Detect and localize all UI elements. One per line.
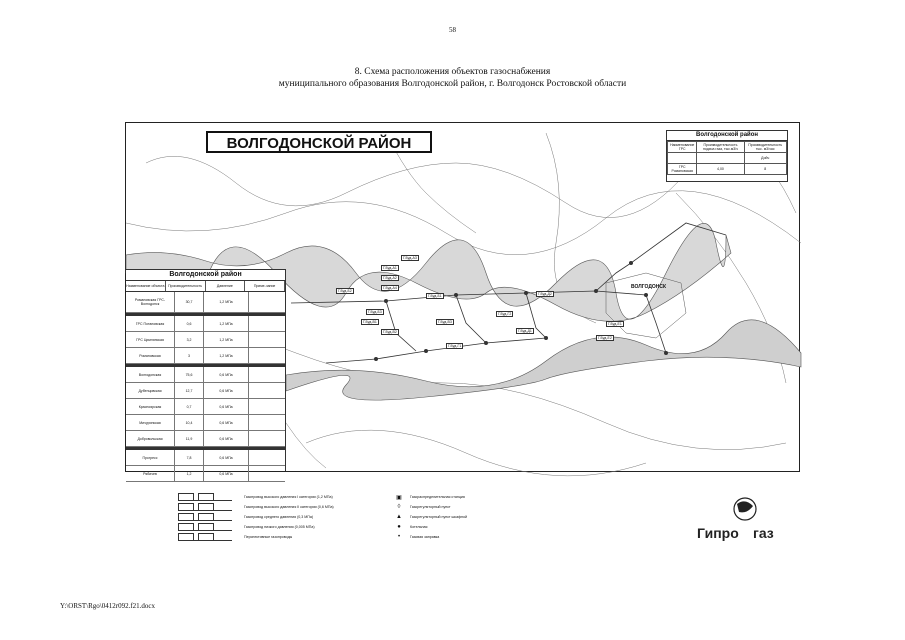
table-cell: 1,2 <box>175 466 204 481</box>
table-cell <box>249 431 285 446</box>
map-point-label: Г.Буд-В2 <box>383 330 397 334</box>
table-cell: 0,6 МПа <box>204 367 249 382</box>
map-point-label: Г.Буд-А4 <box>383 286 397 290</box>
table-cell: 3 <box>175 348 204 363</box>
facility-legend-row <box>392 502 512 512</box>
footer-path: Y:\ORST\Rgo\0412r092.f21.docx <box>60 602 156 610</box>
table-cell: Романовская <box>126 348 175 363</box>
table-row <box>126 367 285 383</box>
objects-table-body <box>126 292 285 482</box>
table-cell <box>249 383 285 398</box>
objects-head-2: Производительность <box>166 281 206 291</box>
map-point-label: Г.Буд-Б2 <box>338 289 352 293</box>
table-cell: 11,9 <box>175 431 204 446</box>
table-row <box>126 466 285 482</box>
map-point-label: Г.Буд-Б3 <box>368 310 382 314</box>
table-row <box>126 415 285 431</box>
table-row <box>126 332 285 348</box>
grs-cell: Дойч <box>744 153 787 164</box>
table-cell <box>249 316 285 331</box>
table-row <box>126 316 285 332</box>
table-cell <box>249 466 285 481</box>
pipeline-legend-text: Газопровод высокого давления I категории (1,2 МПа) <box>244 495 333 499</box>
table-cell: 0,6 МПа <box>204 383 249 398</box>
table-cell: ГРС Потаповская <box>126 316 175 331</box>
table-cell: 10,4 <box>175 415 204 430</box>
pipeline-legend-row <box>178 492 333 502</box>
map-point-label: Г.Буд-В1 <box>363 320 377 324</box>
facility-legend-row <box>392 522 512 532</box>
map-point-label: Г.Буд-Д1 <box>518 329 532 333</box>
objects-table-head <box>126 281 285 292</box>
grs-cell: ГРС Романовская <box>668 164 697 175</box>
map-point-label: Г.Буд-Б1 <box>428 294 442 298</box>
facility-symbol-icon: • <box>397 534 401 540</box>
table-cell: 1,2 МПа <box>204 348 249 363</box>
table-cell: 0,7 <box>175 399 204 414</box>
grs-cell <box>668 153 697 164</box>
table-cell: 0,6 МПа <box>204 399 249 414</box>
map-point-label: Г.Буд-Г2 <box>498 312 512 316</box>
table-row <box>126 383 285 399</box>
table-cell: 30,7 <box>175 292 204 312</box>
table-cell: ГРС Цимлянская <box>126 332 175 347</box>
facility-legend-text: Газорегуляторный пункт <box>410 505 451 509</box>
pipeline-legend-text: Газопровод высокого давления II категории (0,6 МПа) <box>244 505 334 509</box>
facility-legend-row <box>392 532 512 542</box>
map-title <box>0 66 905 90</box>
facility-legend-row <box>392 492 512 502</box>
svg-text:Гипро: Гипро <box>697 525 739 541</box>
grs-legend-table <box>666 130 788 182</box>
map-figure <box>125 122 800 476</box>
svg-text:газ: газ <box>753 525 774 541</box>
title-line-2: муниципального образования Волгодонской район, г. Волгодонск Ростовской области <box>278 79 627 89</box>
table-cell: Рябичев <box>126 466 175 481</box>
table-cell <box>249 450 285 465</box>
facility-legend <box>392 492 512 544</box>
map-point-label: Г.Буд-В3 <box>438 320 452 324</box>
pipeline-legend-text: Перспективные газопроводы <box>244 535 293 539</box>
table-cell: 0,6 МПа <box>204 466 249 481</box>
table-cell: Дубенцовская <box>126 383 175 398</box>
pipeline-legend-row <box>178 532 292 542</box>
map-point-label: Г.Буд-А3 <box>403 256 417 260</box>
table-cell: 0,6 МПа <box>204 415 249 430</box>
pipeline-legend-row <box>178 522 315 532</box>
table-cell: Романовская ГРС-Волгодонск <box>126 292 175 312</box>
facility-legend-text: Котельная <box>410 525 428 529</box>
facility-legend-row <box>392 512 512 522</box>
table-cell: Красноярская <box>126 399 175 414</box>
table-cell: Мичуринская <box>126 415 175 430</box>
company-logo <box>695 494 790 544</box>
grs-head-3: Производительность тыс. м3/час <box>744 142 787 153</box>
objects-table-title: Волгодонской район <box>126 270 285 281</box>
pipeline-legend-text: Газопровод среднего давления (0,3 МПа) <box>244 515 314 519</box>
grs-cell: 4,00 <box>697 164 744 175</box>
table-cell <box>249 348 285 363</box>
objects-head-1: Наименование объекта <box>126 281 166 291</box>
table-cell: 7,8 <box>175 450 204 465</box>
pipeline-symbol <box>178 533 232 541</box>
table-row <box>126 399 285 415</box>
pipeline-symbol <box>178 493 232 501</box>
grs-legend-title: Волгодонской район <box>667 131 787 141</box>
region-title: ВОЛГОДОНСКОЙ РАЙОН <box>206 131 432 153</box>
table-cell: Прогресс <box>126 450 175 465</box>
table-cell <box>249 367 285 382</box>
facility-legend-text: Газовая заправка <box>410 535 440 539</box>
table-cell: 1,2 МПа <box>204 332 249 347</box>
facility-symbol-icon: ● <box>397 524 401 530</box>
table-row <box>126 348 285 364</box>
table-cell: 1,2 МПа <box>204 292 249 312</box>
table-cell: 0,6 МПа <box>204 450 249 465</box>
map-point-label: Г.Буд-Е2 <box>598 336 612 340</box>
facility-symbol-icon: ◊ <box>397 504 401 510</box>
table-row <box>126 431 285 447</box>
map-point-label: Г.Буд-Г1 <box>448 344 462 348</box>
objects-head-3: Давление <box>206 281 246 291</box>
table-cell: Добровольская <box>126 431 175 446</box>
table-cell: 12,7 <box>175 383 204 398</box>
grs-head-2: Производительность подача газа, тыс.м3/ч <box>697 142 744 153</box>
facility-symbol-icon: ▲ <box>396 514 402 520</box>
grs-head-1: Наименование ГРС <box>668 142 697 153</box>
table-cell: 0,6 МПа <box>204 431 249 446</box>
table-row <box>126 292 285 313</box>
pipeline-symbol <box>178 503 232 511</box>
table-cell: 3,2 <box>175 332 204 347</box>
table-cell: 0,6 <box>175 316 204 331</box>
page-number: 58 <box>449 26 456 34</box>
table-cell: Волгодонская <box>126 367 175 382</box>
table-cell <box>249 399 285 414</box>
facility-legend-text: Газораспределительная станция <box>410 495 465 499</box>
table-cell: 75,6 <box>175 367 204 382</box>
title-line-1: 8. Схема расположения объектов газоснабжения <box>354 67 551 77</box>
table-cell <box>249 415 285 430</box>
pipeline-legend-row <box>178 502 334 512</box>
pipeline-legend-row <box>178 512 313 522</box>
objects-table <box>126 269 286 476</box>
facility-legend-text: Газорегуляторный пункт шкафной <box>410 515 468 519</box>
facility-symbol-icon: ▣ <box>396 494 402 501</box>
table-row <box>126 450 285 466</box>
objects-head-4: Приме-чание <box>245 281 285 291</box>
table-cell: 1,2 МПа <box>204 316 249 331</box>
grs-cell <box>697 153 744 164</box>
pipeline-symbol <box>178 523 232 531</box>
table-cell <box>249 332 285 347</box>
map-point-label: Г.Буд-А1 <box>383 266 397 270</box>
table-cell <box>249 292 285 312</box>
pipeline-symbol <box>178 513 232 521</box>
map-point-label: Г.Буд-Е1 <box>608 322 622 326</box>
map-point-label: Г.Буд-А2 <box>383 276 397 280</box>
pipeline-legend-text: Газопровод низкого давления (0,005 МПа) <box>244 525 315 529</box>
city-label-volgodonsk: ВОЛГОДОНСК <box>631 284 667 290</box>
map-point-label: Г.Буд-Д2 <box>538 292 552 296</box>
grs-cell: 8 <box>744 164 787 175</box>
